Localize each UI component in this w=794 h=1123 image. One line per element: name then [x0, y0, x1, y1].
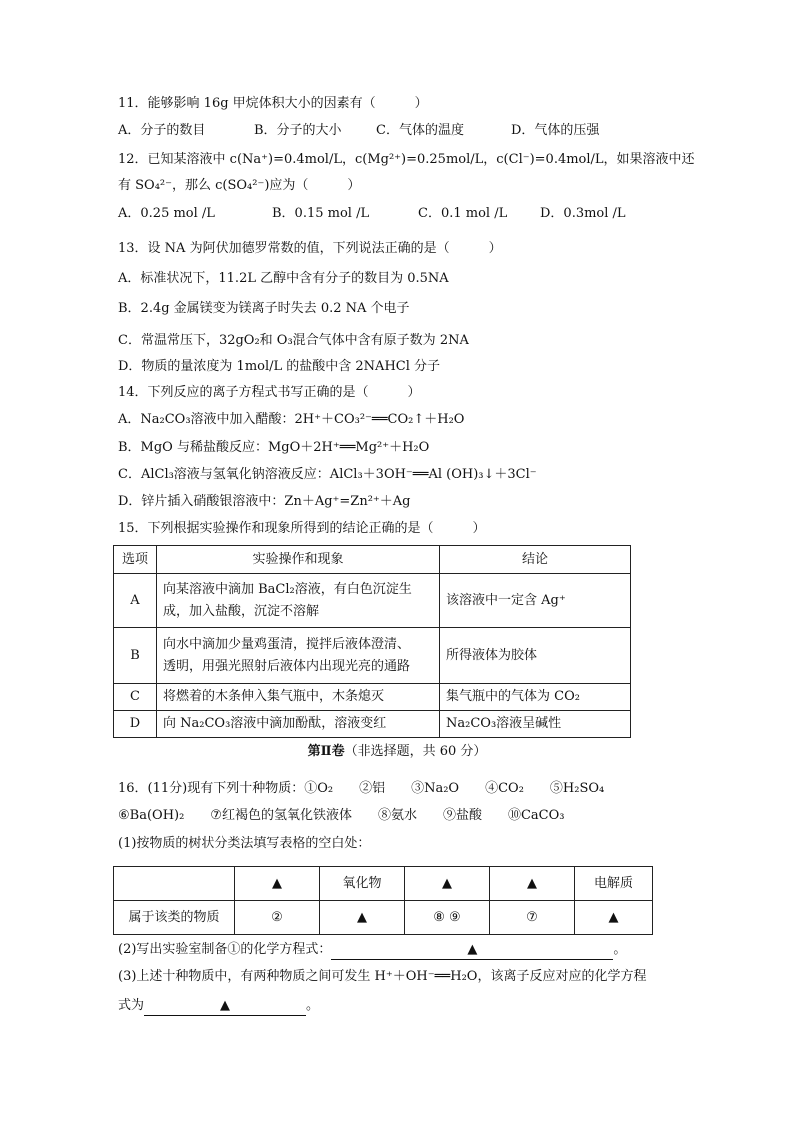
row-conclusion: 所得液体为胶体 — [440, 628, 631, 684]
table-row — [114, 684, 631, 711]
q13-option-c: C．常温常压下，32gO₂和 O₃混合气体中含有原子数为 2NA — [118, 333, 469, 348]
q14-option-d: D．锌片插入硝酸银溶液中：Zn＋Ag⁺=Zn²⁺＋Ag — [118, 494, 411, 509]
table-row — [114, 574, 631, 628]
row-option: B — [114, 628, 157, 684]
q13-option-b: B．2.4g 金属镁变为镁离子时失去 0.2 NA 个电子 — [118, 301, 410, 316]
header-cell: ▲ — [405, 867, 490, 901]
row-cell: ⑧ ⑨ — [405, 901, 490, 935]
q14-option-b: B．MgO 与稀盐酸反应：MgO＋2H⁺══Mg²⁺＋H₂O — [118, 440, 430, 455]
header-conclusion: 结论 — [440, 546, 631, 574]
q15-stem: 15．下列根据实验操作和现象所得到的结论正确的是（ ） — [118, 521, 486, 536]
row-option: A — [114, 574, 157, 628]
row-option: D — [114, 711, 157, 738]
table-header-row — [114, 546, 631, 574]
row-operation-line2: 成，加入盐酸，沉淀不溶解 — [163, 603, 320, 619]
q11-option-a: A．分子的数目 — [118, 123, 206, 138]
row-cell: ② — [235, 901, 320, 935]
q14-option-a: A．Na₂CO₃溶液中加入醋酸：2H⁺＋CO₃²⁻══CO₂↑＋H₂O — [118, 412, 465, 427]
q12-option-c: C．0.1 mol /L — [418, 206, 508, 221]
row-operation: 向 Na₂CO₃溶液中滴加酚酞，溶液变红 — [157, 711, 440, 738]
row-conclusion: 集气瓶中的气体为 CO₂ — [440, 684, 631, 711]
q16-part2-answer-blank: ▲ — [331, 941, 613, 960]
q11-option-d: D．气体的压强 — [511, 123, 600, 138]
q16-part3-cont — [118, 997, 319, 1016]
q16-part3-prompt: 式为 — [118, 998, 145, 1013]
q16-table — [113, 866, 653, 935]
section-2-heading — [0, 743, 794, 761]
row-conclusion: Na₂CO₃溶液呈碱性 — [440, 711, 631, 738]
row-operation — [157, 574, 440, 628]
q15-table — [113, 545, 631, 738]
q16-part2-prompt: (2)写出实验室制备①的化学方程式： — [118, 942, 332, 957]
q14-stem: 14．下列反应的离子方程式书写正确的是（ ） — [118, 385, 421, 400]
q11-option-b: B．分子的大小 — [254, 123, 342, 138]
q16-part2-end: 。 — [613, 942, 627, 957]
row-operation-line1: 向水中滴加少量鸡蛋清，搅拌后液体澄清、 — [163, 636, 411, 652]
q16-part3: (3)上述十种物质中，有两种物质之间可发生 H⁺＋OH⁻══H₂O，该离子反应对应的化学方程 — [118, 969, 647, 984]
row-option: C — [114, 684, 157, 711]
q16-stem: 16．(11分)现有下列十种物质：①O₂ ②铝 ③Na₂O ④CO₂ ⑤H₂SO₄ — [118, 781, 605, 796]
header-cell: ▲ — [235, 867, 320, 901]
q12-option-a: A．0.25 mol /L — [118, 206, 215, 221]
row-cell: ⑦ — [490, 901, 575, 935]
header-cell: 氧化物 — [320, 867, 405, 901]
header-option: 选项 — [114, 546, 157, 574]
row-cell: ▲ — [320, 901, 405, 935]
header-cell: 电解质 — [575, 867, 653, 901]
q11-stem: 11．能够影响 16g 甲烷体积大小的因素有（ ） — [118, 96, 428, 111]
row-operation-line2: 透明，用强光照射后液体内出现光亮的通路 — [163, 658, 411, 674]
q16-part3-answer-blank: ▲ — [144, 997, 306, 1016]
section-2-title: 第Ⅱ卷 — [307, 744, 345, 759]
q16-part3-end: 。 — [306, 998, 320, 1013]
q13-option-a: A．标准状况下，11.2L 乙醇中含有分子的数目为 0.5NA — [118, 271, 449, 286]
q12-stem-cont: 有 SO₄²⁻，那么 c(SO₄²⁻)应为（ ） — [118, 178, 361, 193]
q12-stem: 12．已知某溶液中 c(Na⁺)=0.4mol/L，c(Mg²⁺)=0.25mol/L，c(Cl⁻)=0.4mol/L，如果溶液中还 — [118, 152, 695, 167]
q13-option-d: D．物质的量浓度为 1mol/L 的盐酸中含 2NAHCl 分子 — [118, 359, 441, 374]
row-operation — [157, 628, 440, 684]
header-blank — [114, 867, 235, 901]
row-operation: 将燃着的木条伸入集气瓶中，木条熄灭 — [157, 684, 440, 711]
q14-option-c: C．AlCl₃溶液与氢氧化钠溶液反应：AlCl₃＋3OH⁻══Al (OH)₃↓＋3Cl⁻ — [118, 467, 537, 482]
row-conclusion: 该溶液中一定含 Ag⁺ — [440, 574, 631, 628]
q16-part2 — [118, 941, 626, 960]
q16-substances: ⑥Ba(OH)₂ ⑦红褐色的氢氧化铁液体 ⑧氨水 ⑨盐酸 ⑩CaCO₃ — [118, 808, 565, 823]
table-row — [114, 711, 631, 738]
row-operation-line1: 向某溶液中滴加 BaCl₂溶液，有白色沉淀生 — [163, 581, 412, 597]
q12-option-d: D．0.3mol /L — [540, 206, 626, 221]
q12-option-b: B．0.15 mol /L — [272, 206, 370, 221]
row-label: 属于该类的物质 — [114, 901, 235, 935]
table-row — [114, 901, 653, 935]
table-header-row — [114, 867, 653, 901]
q16-part1: (1)按物质的树状分类法填写表格的空白处： — [118, 836, 371, 851]
section-2-subtitle: （非选择题，共 60 分） — [344, 744, 487, 759]
q11-option-c: C．气体的温度 — [376, 123, 464, 138]
table-row — [114, 628, 631, 684]
q13-stem: 13．设 NA 为阿伏加德罗常数的值，下列说法正确的是（ ） — [118, 241, 502, 256]
header-cell: ▲ — [490, 867, 575, 901]
header-operation: 实验操作和现象 — [157, 546, 440, 574]
row-cell: ▲ — [575, 901, 653, 935]
